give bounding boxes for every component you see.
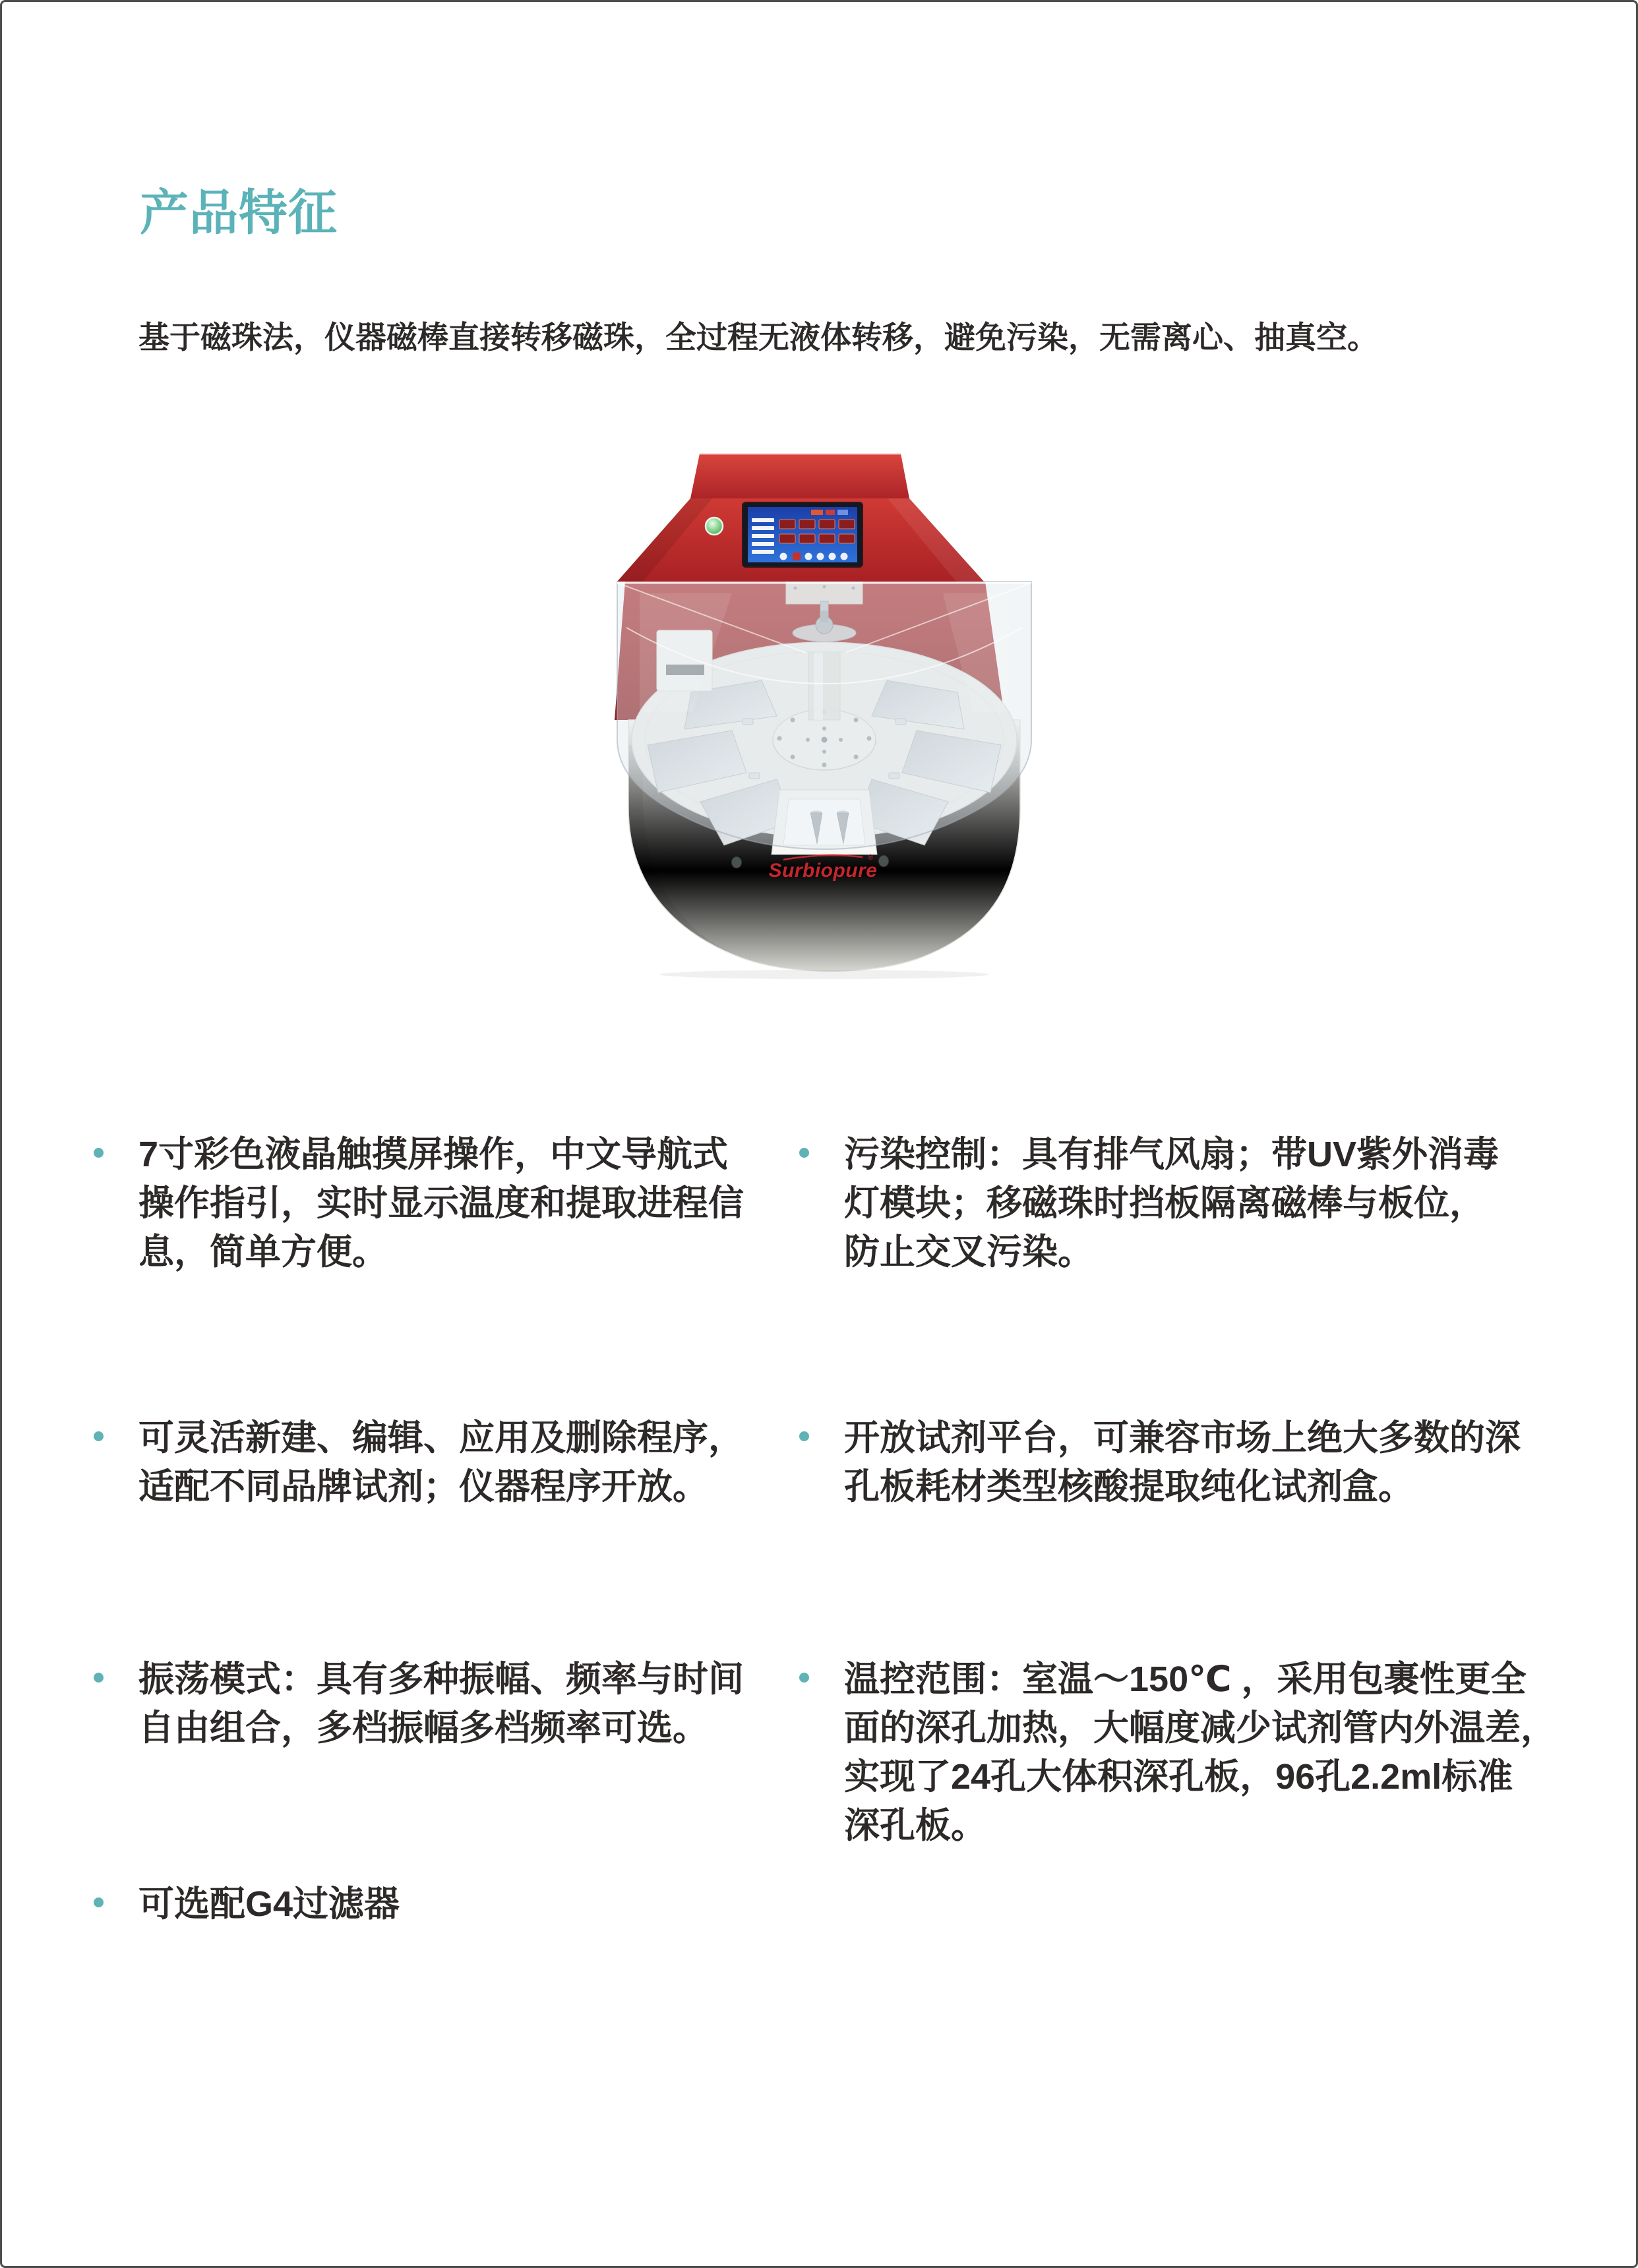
- feature-line: 息，简单方便。: [138, 1232, 388, 1272]
- instrument-illustration: [613, 435, 1055, 979]
- feature-line: 可灵活新建、编辑、应用及删除程序，: [138, 1418, 744, 1458]
- feature-line: 振荡模式：具有多种振幅、频率与时间: [138, 1659, 744, 1699]
- feature-line: 面的深孔加热，大幅度减少试剂管内外温差，: [844, 1708, 1556, 1748]
- feature-item-temperature: [799, 1655, 1556, 1850]
- feature-line: 可选配G4过滤器: [138, 1884, 400, 1924]
- intro-text: 基于磁珠法，仪器磁棒直接转移磁珠，全过程无液体转移，避免污染，无需离心、抽真空。: [138, 320, 1378, 355]
- acrylic-dome: [617, 582, 1031, 849]
- feature-line: 开放试剂平台，可兼容市场上绝大多数的深: [844, 1418, 1521, 1458]
- registered-mark: ®: [868, 854, 874, 862]
- bullet-dot: [94, 1673, 104, 1683]
- feature-line: 孔板耗材类型核酸提取纯化试剂盒。: [844, 1467, 1414, 1507]
- bullet-dot: [94, 1148, 104, 1158]
- feature-item-contamination: [799, 1130, 1499, 1276]
- product-image: [613, 435, 1055, 979]
- device-shadow: [659, 970, 989, 979]
- screw-icon: [732, 857, 742, 868]
- touchscreen[interactable]: [743, 502, 863, 567]
- feature-line: 防止交叉污染。: [844, 1232, 1093, 1272]
- feature-item-touchscreen: [94, 1130, 744, 1276]
- feature-line: 实现了24孔大体积深孔板，96孔2.2ml标准: [844, 1757, 1513, 1797]
- feature-line: 自由组合，多档振幅多档频率可选。: [138, 1708, 708, 1748]
- feature-line: 操作指引，实时显示温度和提取进程信: [138, 1183, 744, 1223]
- page-title: 产品特征: [140, 185, 338, 240]
- bullet-dot: [94, 1897, 104, 1907]
- feature-line: 适配不同品牌试剂；仪器程序开放。: [138, 1467, 708, 1507]
- feature-item-filter: [94, 1880, 400, 1928]
- bullet-dot: [799, 1673, 809, 1683]
- feature-item-oscillation: [94, 1655, 744, 1752]
- screw-icon: [879, 856, 889, 867]
- feature-line: 温控范围：室温～150℃ ，采用包裹性更全: [844, 1659, 1527, 1699]
- feature-item-open-platform: [799, 1414, 1521, 1511]
- feature-item-programs: [94, 1414, 744, 1511]
- brand-label: Surbiopure: [768, 860, 878, 881]
- feature-line: 灯模块；移磁珠时挡板隔离磁棒与板位，: [844, 1183, 1485, 1223]
- feature-line: 污染控制：具有排气风扇；带UV紫外消毒: [844, 1135, 1500, 1174]
- bullet-dot: [94, 1431, 104, 1441]
- feature-line: 7寸彩色液晶触摸屏操作，中文导航式: [138, 1135, 729, 1174]
- power-indicator-light[interactable]: [706, 518, 723, 535]
- bullet-dot: [799, 1431, 809, 1441]
- feature-line: 深孔板。: [844, 1806, 986, 1845]
- lock-icon: [793, 552, 801, 560]
- bullet-dot: [799, 1148, 809, 1158]
- device-top-box: [690, 454, 909, 498]
